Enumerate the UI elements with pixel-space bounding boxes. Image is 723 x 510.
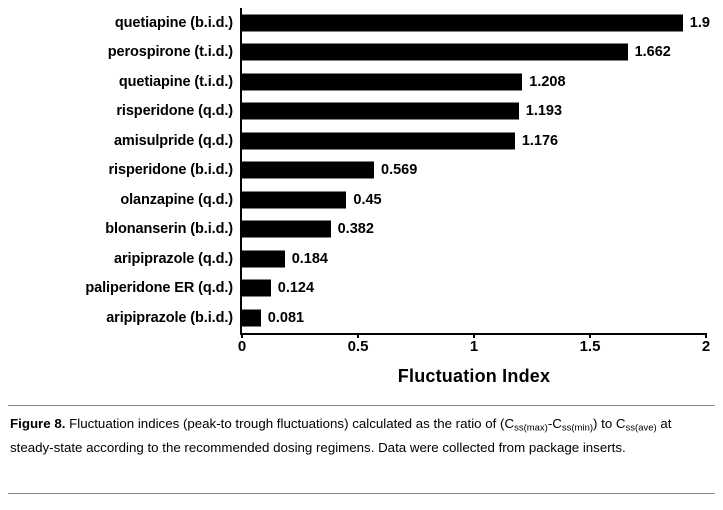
bar: [242, 162, 374, 179]
bar-category-label: risperidone (b.i.d.): [108, 162, 233, 179]
caption-text-6: were collected from package inserts.: [409, 439, 626, 455]
caption-sub-1: ss(max): [514, 422, 548, 434]
bar-category-label: aripiprazole (b.i.d.): [106, 309, 233, 326]
bar-row: [18, 97, 708, 127]
bar-value-label: 1.208: [529, 73, 566, 90]
bar-row: [18, 303, 708, 333]
bar-rows: [18, 8, 708, 333]
bar-row: [18, 185, 708, 215]
bar-category-label: quetiapine (t.i.d.): [118, 73, 233, 90]
bar-row: [18, 38, 708, 68]
bar-value-label: 0.184: [291, 250, 328, 267]
figure-caption: [10, 414, 710, 457]
x-tick-mark: [705, 333, 707, 338]
x-tick-mark: [589, 333, 591, 338]
bar-row: [18, 126, 708, 156]
bar: [242, 103, 519, 120]
bar-category-label: quetiapine (b.i.d.): [114, 14, 233, 31]
x-tick-mark: [357, 333, 359, 338]
caption-text-3: -C: [547, 416, 562, 431]
x-tick-label: 0: [237, 338, 247, 355]
x-tick-mark: [241, 333, 243, 338]
plot-area: [18, 8, 711, 386]
bar-value-label: 0.382: [337, 221, 374, 238]
x-tick-label: 1: [469, 338, 479, 355]
x-tick-label: 0.5: [347, 338, 369, 355]
bar-row: [18, 8, 708, 38]
caption-label: Figure 8.: [10, 416, 66, 431]
bar: [242, 221, 331, 238]
x-tick-mark: [473, 333, 475, 338]
bar-value-label: 0.124: [277, 280, 315, 297]
bar-category-label: amisulpride (q.d.): [113, 132, 233, 149]
bar: [242, 191, 346, 208]
bar-row: [18, 244, 708, 274]
caption-text-4: ) to C: [593, 416, 626, 431]
bar-category-label: aripiprazole (q.d.): [114, 250, 233, 267]
bar-value-label: 1.9: [689, 14, 710, 31]
caption-text-5: at steady-state according to the recommended dosing regimens. Data: [10, 416, 672, 455]
bar-category-label: olanzapine (q.d.): [120, 191, 233, 208]
bar: [242, 250, 285, 267]
x-axis-label: Fluctuation Index: [397, 366, 551, 386]
bar-row: [18, 274, 708, 304]
caption-sub-2: ss(min): [561, 422, 594, 434]
bar-category-label: risperidone (q.d.): [116, 103, 233, 120]
bar: [242, 44, 628, 61]
bar-row: [18, 156, 708, 186]
bar-row: [18, 67, 708, 97]
divider-top: [8, 405, 715, 406]
bar-value-label: 1.193: [525, 103, 563, 120]
bar: [242, 309, 261, 326]
x-axis-ticks: [18, 338, 711, 362]
caption-text-2: (C: [500, 416, 515, 431]
x-tick-label: 2: [701, 338, 711, 355]
bar-category-label: paliperidone ER (q.d.): [85, 280, 233, 297]
bar: [242, 73, 522, 90]
bar-value-label: 1.176: [521, 132, 559, 149]
divider-bottom: [8, 493, 715, 494]
bar-row: [18, 215, 708, 245]
bar-value-label: 0.081: [267, 309, 305, 326]
bar: [242, 14, 683, 31]
x-tick-label: 1.5: [579, 338, 601, 355]
bar-value-label: 0.569: [381, 162, 418, 179]
bar: [242, 132, 515, 149]
bar-category-label: blonanserin (b.i.d.): [105, 221, 233, 238]
caption-text-1: Fluctuation indices (peak-to trough fluctuations) calculated as the ratio of: [65, 416, 501, 431]
bar-value-label: 1.662: [634, 44, 671, 61]
bar: [242, 280, 271, 297]
bar-category-label: perospirone (t.i.d.): [107, 44, 233, 61]
caption-sub-3: ss(ave): [625, 422, 657, 434]
bar-value-label: 0.45: [353, 191, 382, 208]
